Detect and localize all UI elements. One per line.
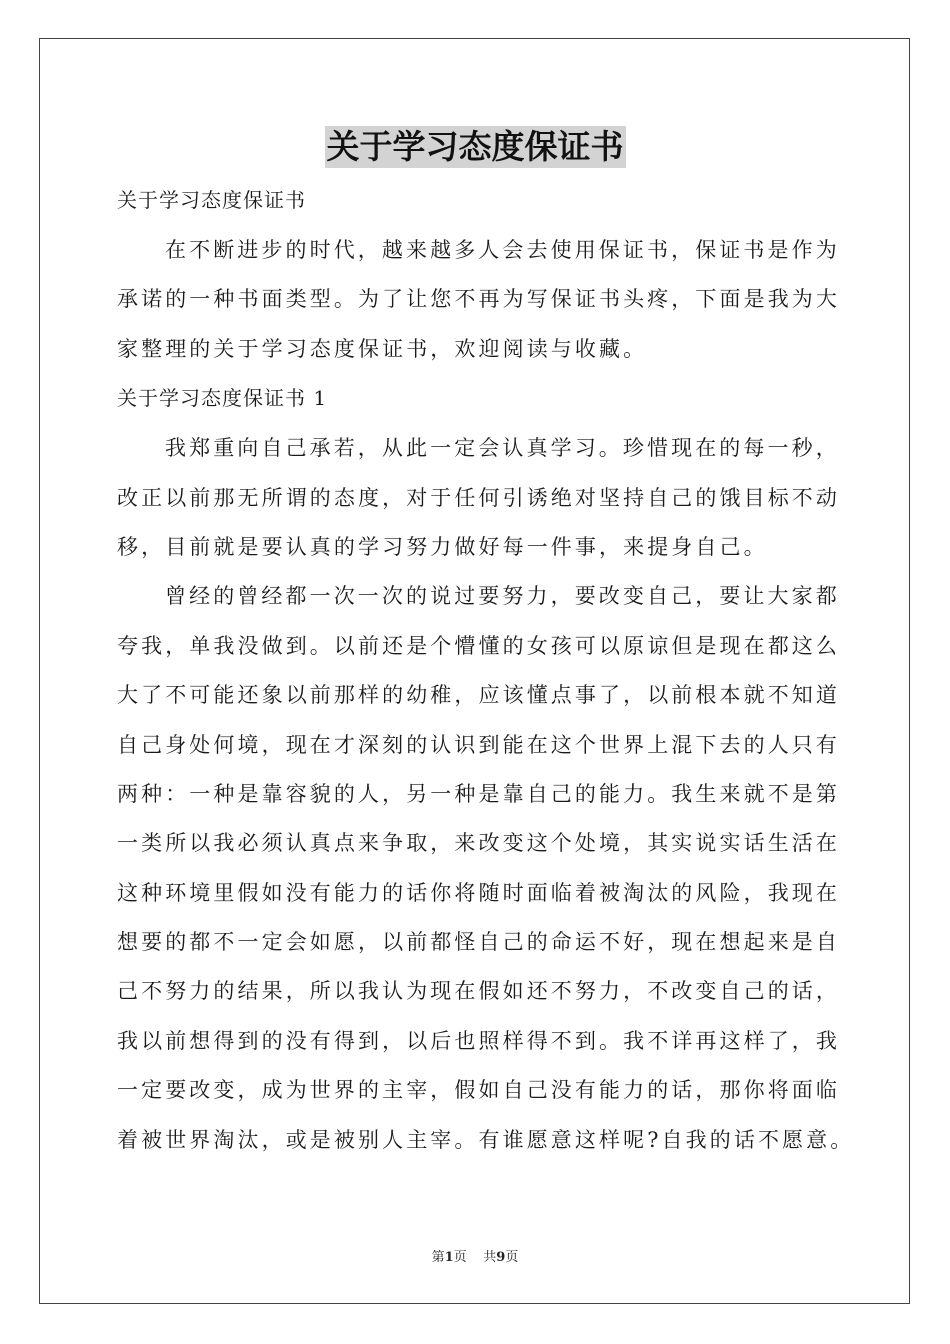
paragraph-line: 两种：一种是靠容貌的人，另一种是靠自己的能力。我生来就不是第 (117, 781, 840, 806)
paragraph-line: 我以前想得到的没有得到，以后也照样得不到。我不详再这样了，我 (117, 1028, 840, 1053)
paragraph-1 (117, 424, 840, 572)
total-pages: 9 (496, 1250, 506, 1265)
intro-paragraph (117, 226, 840, 374)
paragraph-line: 曾经的曾经都一次一次的说过要努力，要改变自己，要让大家都 (165, 584, 840, 609)
paragraph-line: 夸我，单我没做到。以前还是个懵懂的女孩可以原谅但是现在都这么 (117, 633, 840, 658)
paragraph-line: 着被世界淘汰，或是被别人主宰。有谁愿意这样呢?自我的话不愿意。 (117, 1127, 855, 1152)
document-title: 关于学习态度保证书 (326, 127, 624, 166)
page-prefix: 第 (431, 1250, 445, 1265)
intro-line: 承诺的一种书面类型。为了让您不再为写保证书头疼，下面是我为大 (117, 287, 840, 312)
paragraph-line: 大了不可能还象以前那样的幼稚，应该懂点事了，以前根本就不知道 (117, 683, 840, 708)
intro-line: 家整理的关于学习态度保证书，欢迎阅读与收藏。 (117, 336, 648, 361)
paragraph-2 (117, 572, 855, 1165)
paragraph-line: 己不努力的结果，所以我认为现在假如还不努力，不改变自己的话， (117, 979, 840, 1004)
section-heading: 关于学习态度保证书 1 (117, 386, 328, 411)
total-prefix: 共 (483, 1250, 497, 1265)
paragraph-line: 我郑重向自己承若，从此一定会认真学习。珍惜现在的每一秒， (165, 436, 840, 461)
intro-line: 在不断进步的时代，越来越多人会去使用保证书，保证书是作为 (165, 238, 840, 262)
paragraph-line: 移，目前就是要认真的学习努力做好每一件事，来提身自己。 (117, 534, 768, 559)
document-body (117, 180, 855, 1165)
total-suffix: 页 (505, 1250, 519, 1265)
page-suffix: 页 (453, 1250, 467, 1265)
page-footer (0, 1246, 950, 1265)
page-number: 1 (444, 1250, 454, 1265)
title-wrap (0, 126, 950, 168)
paragraph-line: 一类所以我必须认真点来争取，来改变这个处境，其实说实话生活在 (117, 831, 840, 856)
subtitle-line: 关于学习态度保证书 (117, 188, 306, 212)
paragraph-line: 自己身处何境，现在才深刻的认识到能在这个世界上混下去的人只有 (117, 732, 840, 757)
paragraph-line: 一定要改变，成为世界的主宰，假如自己没有能力的话，那你将面临 (117, 1078, 840, 1103)
paragraph-line: 想要的都不一定会如愿，以前都怪自己的命运不好，现在想起来是自 (117, 930, 840, 955)
paragraph-line: 这种环境里假如没有能力的话你将随时面临着被淘汰的风险，我现在 (117, 880, 840, 905)
paragraph-line: 改正以前那无所谓的态度，对于任何引诱绝对坚持自己的饿目标不动 (117, 485, 840, 510)
